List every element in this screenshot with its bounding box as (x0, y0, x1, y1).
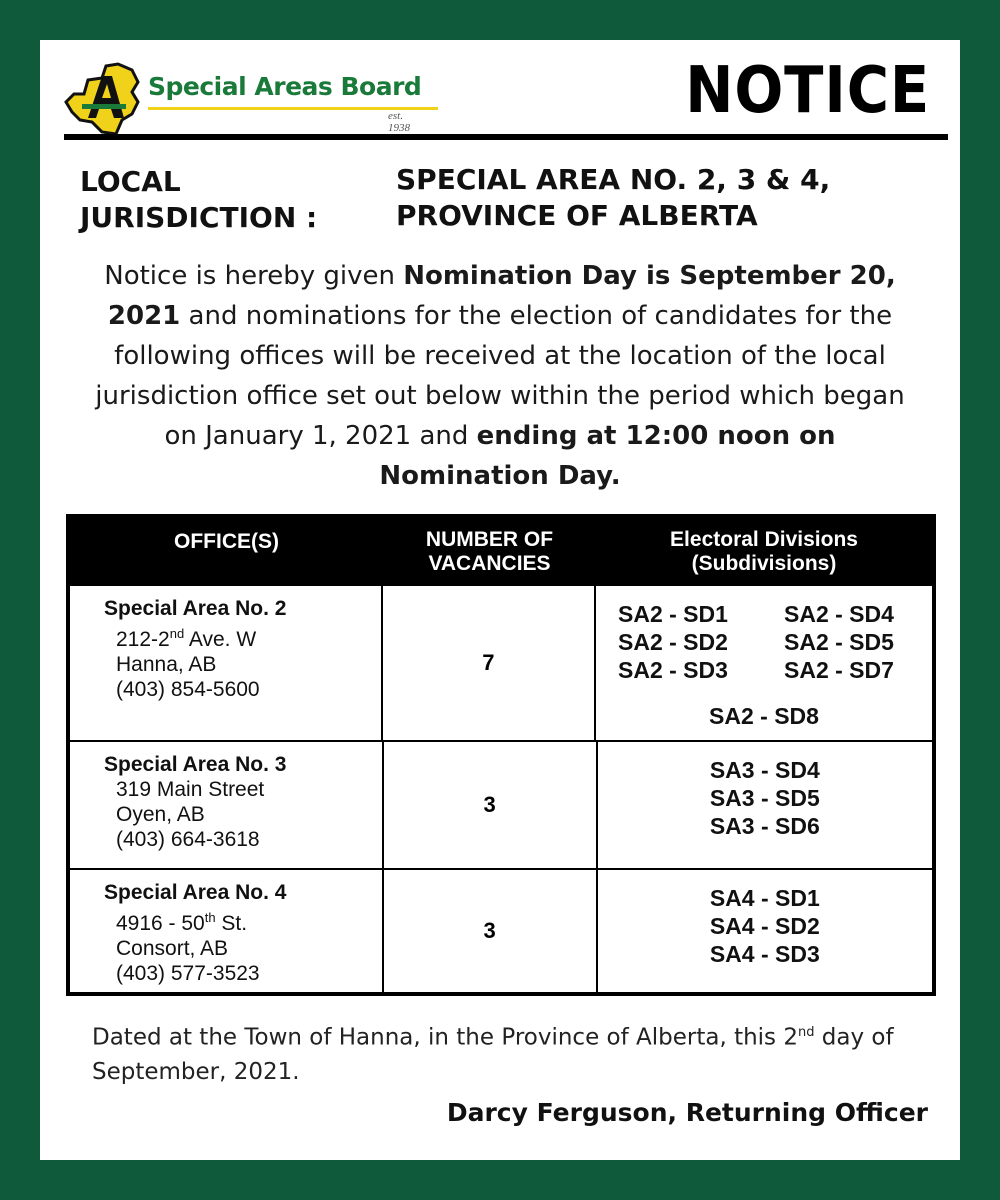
org-name: Special Areas Board (148, 72, 422, 101)
jurisdiction-value-line2: PROVINCE OF ALBERTA (396, 199, 758, 232)
vacancies-cell: 7 (383, 586, 594, 740)
office-cell (70, 870, 382, 992)
dated-statement (92, 1016, 932, 1089)
division-item: SA3 - SD4 (709, 757, 820, 783)
header-vacancies (383, 518, 596, 584)
header-divider (64, 134, 948, 140)
office-address: 319 Main Street (116, 778, 265, 801)
dated-suffix: nd (797, 1025, 815, 1040)
address-suffix: nd (169, 626, 185, 641)
table-row (70, 586, 932, 740)
office-city: Consort, AB (116, 937, 229, 960)
jurisdiction-label-line1: LOCAL (80, 165, 181, 198)
division-item: SA2 - SD1 (618, 601, 728, 627)
division-item: SA4 - SD1 (709, 885, 820, 911)
address-suffix: th (204, 910, 216, 925)
office-name: Special Area No. 4 (104, 881, 287, 904)
table-row (70, 742, 932, 868)
header-vacancies-line2: VACANCIES (428, 552, 551, 575)
office-phone: (403) 664-3618 (116, 828, 260, 851)
header-office: OFFICE(S) (70, 518, 383, 584)
special-areas-logo (62, 58, 422, 138)
header-vacancies-line1: NUMBER OF (425, 528, 554, 551)
notice-mid: and nominations for the election of candidates for the following offices will be received at the location of the local jurisdiction office set out below within the period which began on January 1, 2021 and (95, 301, 905, 451)
divisions-cell (598, 870, 932, 992)
division-item: SA2 - SD3 (618, 657, 728, 683)
division-item: SA2 - SD2 (618, 629, 728, 655)
divisions-cell (598, 742, 932, 868)
header-divisions (596, 518, 932, 584)
address-part: St. (215, 912, 248, 935)
address-part: 4916 - 50 (116, 912, 205, 935)
jurisdiction-value-line1: SPECIAL AREA NO. 2, 3 & 4, (396, 163, 831, 196)
office-name: Special Area No. 2 (104, 597, 287, 620)
division-item: SA2 - SD4 (784, 601, 894, 627)
header-divisions-line1: Electoral Divisions (670, 528, 858, 551)
vacancies-cell: 3 (384, 742, 596, 868)
office-city: Oyen, AB (116, 803, 205, 826)
division-item: SA4 - SD3 (709, 941, 820, 967)
returning-officer-signature: Darcy Ferguson, Returning Officer (446, 1098, 928, 1127)
divisions-cell (596, 586, 932, 740)
notice-paragraph (90, 256, 910, 496)
nomination-day: Nomination Day is September 20, 2021 (107, 261, 896, 331)
office-address (104, 621, 381, 652)
office-address (104, 905, 382, 936)
offices-table (66, 514, 936, 996)
dated-text: Dated at the Town of Hanna, in the Province of Alberta, this 2 (92, 1024, 798, 1051)
office-name: Special Area No. 3 (104, 753, 287, 776)
division-item: SA2 - SD7 (784, 657, 894, 683)
office-phone: (403) 854-5600 (116, 678, 260, 701)
table-row (70, 870, 932, 992)
division-item: SA2 - SD8 (709, 703, 819, 729)
table-header-row (70, 518, 932, 584)
jurisdiction-label (80, 164, 317, 236)
est-year: est. 1938 (388, 110, 410, 134)
office-cell (70, 586, 381, 740)
nomination-deadline: ending at 12:00 noon on Nomination Day. (379, 421, 836, 491)
notice-page (40, 40, 960, 1160)
notice-title: NOTICE (685, 54, 930, 128)
divisions-grid (596, 600, 932, 684)
header-divisions-line2: (Subdivisions) (691, 552, 837, 575)
office-cell (70, 742, 382, 868)
division-item: SA3 - SD5 (709, 785, 820, 811)
division-item: SA3 - SD6 (709, 813, 820, 839)
jurisdiction-label-line2: JURISDICTION : (80, 201, 318, 234)
office-city: Hanna, AB (116, 653, 217, 676)
division-item: SA4 - SD2 (709, 913, 820, 939)
dated-text-end: day of September, 2021. (92, 1024, 894, 1085)
address-part: Ave. W (184, 628, 257, 651)
address-part: 212-2 (116, 628, 170, 651)
office-phone: (403) 577-3523 (116, 962, 260, 985)
alberta-map-logo-icon (62, 58, 146, 138)
notice-intro: Notice is hereby given (104, 261, 404, 291)
division-item: SA2 - SD5 (784, 629, 894, 655)
jurisdiction-value (396, 162, 830, 234)
vacancies-cell: 3 (384, 870, 596, 992)
